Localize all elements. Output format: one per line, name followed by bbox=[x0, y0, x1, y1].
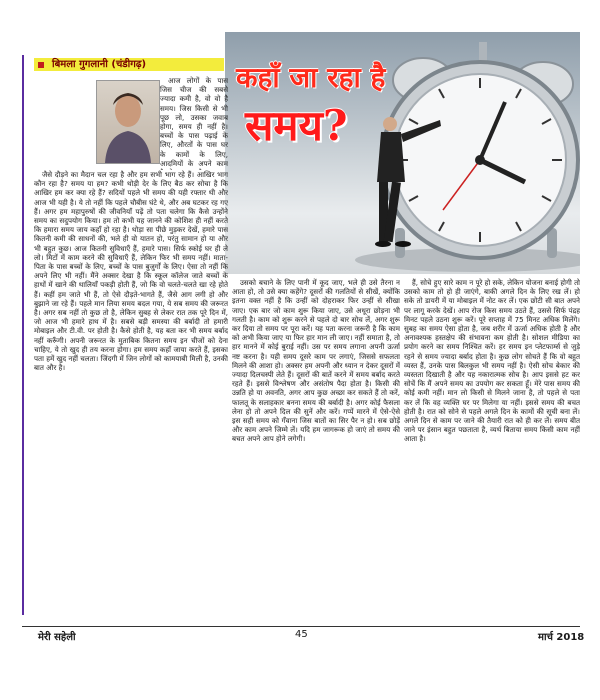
clock-center bbox=[475, 155, 485, 165]
left-decorative-rule bbox=[22, 55, 24, 615]
intro-text: आज लोगों के पास जिस चीज की सबसे ज्यादा कमी है, वो वो है समय। जिस किसी से भी पूछ लो, उसका जवाब होगा, समय ही नहीं है। बच्चों के पास पढ़ाई के लिए, औरतों के पास घर के कामों के लिए, आदमियों के अपने काम bbox=[160, 76, 228, 168]
footer-divider bbox=[22, 626, 580, 627]
bullet-icon bbox=[38, 62, 44, 68]
column-2-text: उसको बचाने के लिए पानी में कूद जाए, भले ही उसे तैरना न आता हो, तो उसे क्या कहेंगे? दूसरों की गलतियों से सीखें, क्योंकि इतना वक्त नहीं है कि उन्हीं को दोहराकर फिर उन्हीं से सीखा जाए। एक बार जो काम शुरू किया जाए, उसे अधूरा छोड़ना भी गलती है। काम को शुरू करने से पहले दो बार सोच लें, अगर शुरू कर दिया तो समय पर पूरा करें। यह पता करना जरूरी है कि काम को अभी किया जाए या फिर हार मान ली जाए। नहीं समाता है, तो हार मानने में कोई बुराई नहीं। उस पर समय लगाना अपनी ऊर्जा नष्ट करना है। यही समय दूसरे काम पर लगाएं, जिससे सफलता मिलने की आशा हो। अक्सर हम अपनी और ध्यान न देकर दूसरों में ज्यादा दिलचस्पी लेते हैं। दूसरों की बातें करने में समय बर्बाद करते रहते हैं। इससे विश्लेषण और असंतोष पैदा होता है। किसी की उन्नति हो या अवनति, अगर आप कुछ अच्छा कर सकते हैं तो करें, फालतू के सलाहकार बनना समय की बर्बादी है। अगर कोई फैसला लेना हो तो अपने दिल की सुनें और करें। गप्पें मारने में ऐसे-ऐसे इस सही समय को गँवाना जिस बातों का सिर पैर न हो। सब छोड़ें और काम अपने जिम्मे लें। यदि हम जागरूक हो जाएं तो समय की बचत अपने आप होने लगेगी। bbox=[232, 278, 400, 444]
intro-column bbox=[160, 76, 228, 170]
magazine-name: मेरी सहेली bbox=[38, 632, 76, 643]
column-1-text: जैसे दौड़ने का मैदान चल रहा है और हम सभी भाग रहे हैं। आखिर भाग कौन रहा है? समय या हम? कभी थोड़ी देर के लिए बैठ कर सोचा है कि आखिर हम कर क्या रहे हैं? सदियों पहले भी समय की यही रफ्तार थी और आज भी यही है। ये तो नहीं कि पहले चौबीस घंटे थे, और अब घटकर रह गए हैं। अगर हम महापुरुषों की जीवनियाँ पढ़ें तो पता चलेगा कि कैसे उन्होंने समय का सदुपयोग किया। हम तो कभी यह जानने की कोशिश ही नहीं करते कि हमारा समय जाय कहाँ हो रहा है। थोड़ा सा पीछे मुड़कर देखें, हमारे पास कितनी कमी की साधनों की, भले ही वो यातन हो, परंतु सामान हो या और भी बहुत कुछ। आज कितनी सुविधाएँ हैं, हमारे पास। सिर्फ स्कोई घर ही ले लो। मिटों में काम करने की सुविधाएँ हैं, लेकिन फिर भी समय नहीं। माता-पिता के पास बच्चों के लिए, बच्चों के पास बुजुर्गों के लिए। ऐसा तो नहीं कि अपने लिए भी नहीं। मैंने अक्सर देखा है कि स्कूल कॉलेज जाते बच्चों के हाथों में खाने की थालियाँ पकड़ी होती हैं, जो कि वो चलते-चलते खा रहे होते हैं। कहीं हम जाते भी हैं, तो ऐसे दौड़ते-भागते हैं, जैसे आग लगी हो और बुझाने जा रहे हैं। पहले मान लिया समय बदल गया, ये सब समय की जरूरत है। अगर सब नहीं तो कुछ तो है, लेकिन सुबह से लेकर रात तक पूरे दिन में, जो आज भी हमारे हाथ में है। सबसे बड़ी समस्या की बर्बादी तो हमारी मोबाइल और टी.वी. पर होती है। कैसे होती है, यह बता कर भी समय बर्बाद नहीं करूँगी। अपनी जरूरत के मुताबिक कितना समय इन चीजों को देना चाहिए, ये तो खुद ही तय करना होगा। हम समय कहाँ जाया करते हैं, इसका पता हमें खुद नहीं चलता। जिंदगी में जिन लोगों को कामयाबी मिली है, उनकी बात और है। bbox=[34, 170, 228, 373]
author-name: बिमला गुगलानी (चंडीगढ़) bbox=[52, 59, 147, 70]
column-3-text: हैं, सोचे हुए सारे काम न पूरे हो सके, लेकिन योजना बनाई होगी तो उसको काम तो हो ही जाएंगे, बाकी अगले दिन के लिए रख लें। हो सके तो डायरी में या मोबाइल में नोट कर लें। एक छोटी सी बात अपने पर लागू करके देखें। आप रोज किस समय उठते हैं, उससे सिर्फ पंद्रह मिनट पहले उठना शुरू करें। पूरे सप्ताह में 75 मिनट अधिक मिलेंगे। सुबह का समय ऐसा होता है, जब शरीर में ऊर्जा अधिक होती है और अनावश्यक हस्तक्षेप की संभावना कम होती है। सोशल मीडिया का प्रयोग करने का समय निश्चित करें। हर समय इन प्लेटफार्म्स से जुड़े रहने से समय ज्यादा बर्बाद होता है। कुछ लोग सोचते हैं कि वो बहुत व्यस्त हैं, उनके पास बिलकुल भी समय नहीं है। ऐसी सोच बेकार की व्यस्तता दिखाती है और यह नकारात्मक सोच है। आप इससे हट कर सोचें कि मैं अपने समय का उपयोग कर सकता हूँ। मेरे पास समय की कोई कमी नहीं। मान लो किसी से मिलने जाना है, तो पहले से पता कर लें कि वह व्यक्ति घर पर मिलेगा या नहीं। इससे समय की बचत होती है। रात को सोने से पहले अगले दिन के कामों की सूची बना लें। अगले दिन से काम पर जाने की तैयारी रात को ही कर लें। समय बीत जाने पर इंसान बहुत पछताता है, व्यर्थ बिताया समय किसी काम नहीं आता है। bbox=[404, 278, 580, 444]
author-photo bbox=[96, 80, 160, 164]
column-3 bbox=[404, 278, 580, 622]
article-title-line2: समय? bbox=[245, 101, 348, 150]
page-number: 45 bbox=[295, 629, 308, 640]
column-2 bbox=[232, 278, 400, 622]
issue-date: मार्च 2018 bbox=[538, 632, 585, 643]
column-1 bbox=[34, 170, 228, 622]
article-title-line1: कहाँ जा रहा है bbox=[236, 61, 386, 94]
